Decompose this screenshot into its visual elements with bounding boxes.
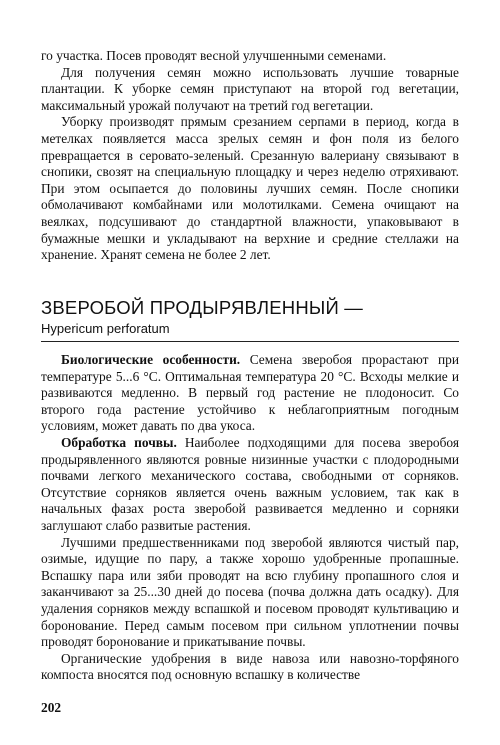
soil-text: Наиболее подходящими для посева зверобоя продырявленного являются ровные низинные участки с плодородными почвами легкого механического состава, свободными от сорняков. Отсутствие сорняков является очень важным условием, так как в начальных фазах роста зверобой развивается медленно и сорняки заглушают слабо развитые растения. bbox=[41, 434, 460, 533]
biology-text: Семена зверобоя прорастают при температуре 5...6 °С. Оптимальная температура 20 °С. Всходы мелкие и развиваются медленно. В первый год растение не плодоносит. Со второго года растение устойчиво к неблагоприятным погодным условиям, может давать по два укоса. bbox=[41, 352, 460, 434]
soil-run-in-heading: Обработка почвы. bbox=[61, 434, 177, 450]
section-body-text bbox=[41, 352, 459, 684]
paragraph-harvest: Уборку производят прямым срезанием серпами в период, когда в метелках появляется масса зрелых семян и фон поля из белого превращается в серовато-зеленый. Срезанную валериану связывают в снопики, свозят на специальную площадку и через неделю отряхивают. При этом осыпается до половины лучших семян. После снопики обмолачивают комбайнами или молотилками. Семена очищают на веялках, подсушивают до стандартной влажности, упаковывают в бумажные мешки и укладывают на верхние и средние стеллажи на хранение. Хранят семена не более 2 лет. bbox=[41, 114, 459, 263]
paragraph-biology bbox=[41, 352, 459, 435]
heading-divider bbox=[41, 341, 459, 342]
paragraph-continuation: го участка. Посев проводят весной улучшенными семенами. bbox=[41, 48, 387, 63]
page-number: 202 bbox=[41, 700, 62, 715]
paragraph-seed-source: Для получения семян можно использовать лучшие товарные плантации. К уборке семян приступают на второй год вегетации, максимальный урожай получают на третий год вегетации. bbox=[41, 64, 459, 113]
biology-run-in-heading: Биологические особенности. bbox=[61, 352, 241, 367]
previous-section-text bbox=[41, 48, 459, 264]
paragraph-soil bbox=[41, 435, 459, 535]
paragraph-predecessors: Лучшими предшественниками под зверобой являются чистый пар, озимые, идущие по пару, а также хорошо удобренные пропашные. Вспашку пара или зяби проводят на всю глубину пропашного слоя и заканчивают за 25...30 дней до посева (почва должна дать осадку). Для удаления сорняков между вспашкой и посевом проводят культивацию и боронование. Перед самым посевом при сильном уплотнении почвы проводят боронование и прикатывание почвы. bbox=[41, 534, 459, 650]
section-latin-name: Hypericum perforatum bbox=[41, 321, 170, 336]
section-heading bbox=[41, 297, 459, 337]
section-title: ЗВЕРОБОЙ ПРОДЫРЯВЛЕННЫЙ — bbox=[41, 297, 363, 318]
paragraph-fertilizers: Органические удобрения в виде навоза или навозно-торфяного компоста вносятся под основную вспашку в количестве bbox=[41, 650, 459, 683]
